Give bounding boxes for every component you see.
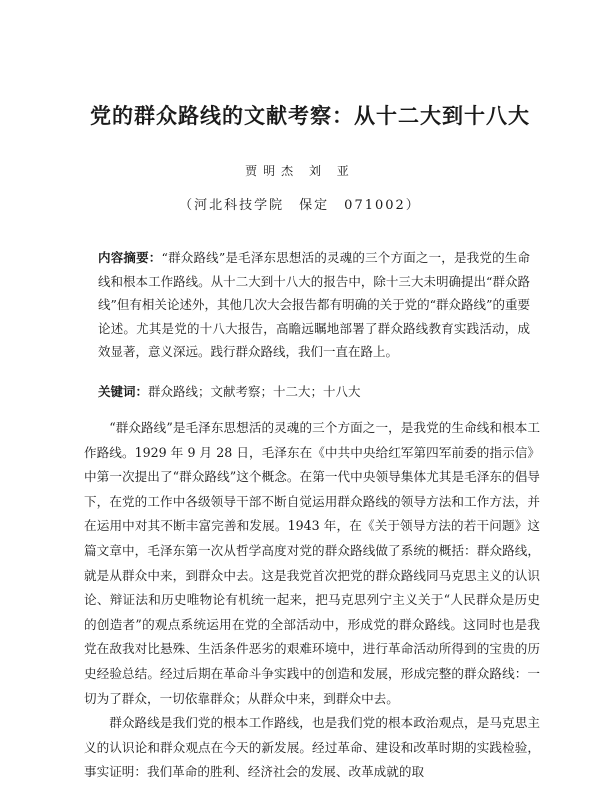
abstract — [98, 246, 530, 364]
authors: 贾明杰 刘 亚 — [245, 164, 355, 178]
keywords-text: 群众路线；文献考察；十二大；十八大 — [148, 384, 361, 399]
keywords-label: 关键词： — [98, 384, 149, 399]
body-paragraph-2: 群众路线是我们党的根本工作路线，也是我们党的根本政治观点，是马克思主义的认识论和群众观点在今天的新发展。经过革命、建设和改革时期的实践检验，事实证明：我们革命的胜利、经济社会的发展、改革成就的取 — [84, 715, 540, 780]
body-text — [84, 416, 540, 785]
paper-title: 党的群众路线的文献考察：从十二大到十八大 — [90, 103, 530, 128]
affiliation: （河北科技学院 保定 071002） — [179, 198, 421, 213]
abstract-label: 内容摘要： — [98, 250, 162, 265]
abstract-text: “群众路线”是毛泽东思想活的灵魂的三个方面之一，是我党的生命线和根本工作路线。从十二大到十八大的报告中，除十三大未明确提出“群众路线”但有相关论述外，其他几次大会报告都有明确的关于党的“群众路线”的重要论述。尤其是党的十八大报告，高瞻远瞩地部署了群众路线教育实践活动，成效显著，意义深远。践行群众路线，我们一直在路上。 — [98, 250, 530, 359]
body-paragraph-1: “群众路线”是毛泽东思想活的灵魂的三个方面之一，是我党的生命线和根本工作路线。1929 年 9 月 28 日，毛泽东在《中共中央给红军第四军前委的指示信》中第一次提出了“群众路线”这个概念。在第一代中央领导集体尤其是毛泽东的倡导下，在党的工作中各级领导干部不断自觉运用群众路线的领导方法和工作方法，并在运用中对其不断丰富完善和发展。1943 年，在《关于领导方法的若干问题》这篇文章中，毛泽东第一次从哲学高度对党的群众路线做了系统的概括：群众路线，就是从群众中来，到群众中去。这是我党首次把党的群众路线同马克思主义的认识论、辩证法和历史唯物论有机统一起来，把马克思列宁主义关于“人民群众是历史的创造者”的观点系统运用在党的全部活动中，形成党的群众路线。这同时也是我党在敌我对比悬殊、生活条件恶劣的艰难环境中，进行革命活动所得到的宝贵的历史经验总结。经过后期在革命斗争实践中的创造和发展，形成完整的群众路线：一切为了群众，一切依靠群众；从群众中来，到群众中去。 — [84, 420, 540, 706]
keywords — [98, 382, 530, 402]
